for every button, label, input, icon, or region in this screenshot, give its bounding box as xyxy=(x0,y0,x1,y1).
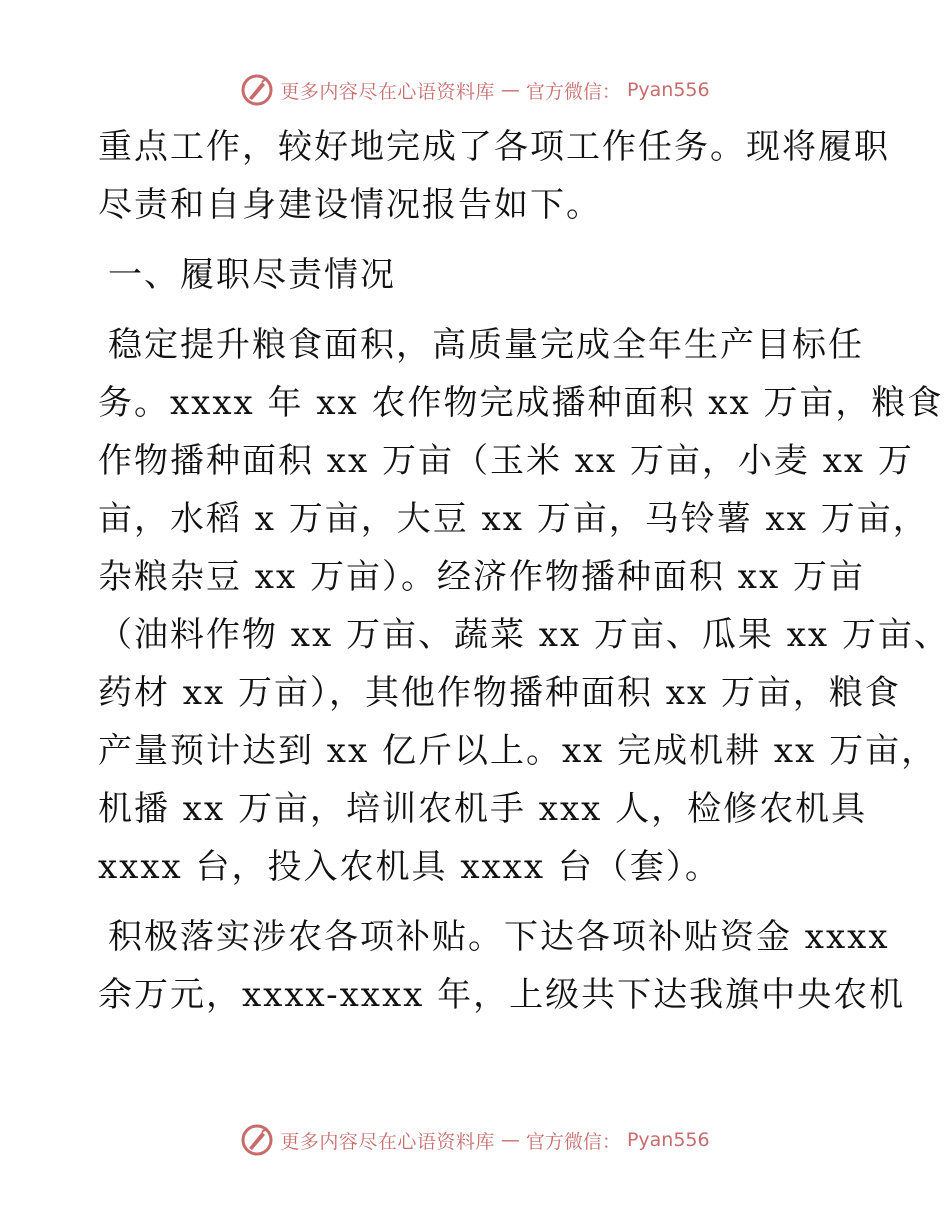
text-line: 尽责和自身建设情况报告如下。 xyxy=(98,185,602,225)
text-line: 杂粮杂豆 xx 万亩）。经济作物播种面积 xx 万亩 xyxy=(98,557,865,597)
footer-watermark xyxy=(0,1120,950,1160)
quill-pen-logo-icon xyxy=(240,73,274,107)
watermark-dash: — xyxy=(500,1129,520,1151)
text-line: 机播 xx 万亩，培训农机手 xxx 人，检修农机具 xyxy=(98,789,868,829)
watermark-sub-text: 官方微信： xyxy=(525,1130,621,1153)
document-body xyxy=(98,118,950,1024)
section-heading: 一、履职尽责情况 xyxy=(108,255,396,295)
text-line: 亩，水稻 x 万亩，大豆 xx 万亩，马铃薯 xx 万亩， xyxy=(98,499,929,539)
text-line: 产量预计达到 xx 亿斤以上。xx 完成机耕 xx 万亩， xyxy=(98,731,938,771)
text-line: 积极落实涉农各项补贴。下达各项补贴资金 xxxx xyxy=(108,917,890,957)
text-line: 务。xxxx 年 xx 农作物完成播种面积 xx 万亩，粮食 xyxy=(98,383,944,423)
watermark-sub-text: 官方微信： xyxy=(525,80,621,103)
watermark-account: Pyan556 xyxy=(626,79,710,101)
text-line: xxxx 台，投入农机具 xxxx 台（套）。 xyxy=(98,847,721,887)
text-line: 余万元，xxxx-xxxx 年，上级共下达我旗中央农机 xyxy=(98,975,906,1015)
watermark-dash: — xyxy=(500,79,520,101)
watermark-account: Pyan556 xyxy=(626,1129,710,1151)
watermark-main-text: 更多内容尽在心语资料库 xyxy=(280,80,495,103)
header-watermark xyxy=(0,70,950,110)
text-line: 稳定提升粮食面积，高质量完成全年生产目标任 xyxy=(108,325,864,365)
text-line: 药材 xx 万亩），其他作物播种面积 xx 万亩，粮食 xyxy=(98,673,901,713)
quill-pen-logo-icon xyxy=(240,1123,274,1157)
text-line: 作物播种面积 xx 万亩（玉米 xx 万亩，小麦 xx 万 xyxy=(98,441,914,481)
text-line: （油料作物 xx 万亩、蔬菜 xx 万亩、瓜果 xx 万亩、 xyxy=(98,615,950,655)
watermark-main-text: 更多内容尽在心语资料库 xyxy=(280,1130,495,1153)
text-line: 重点工作，较好地完成了各项工作任务。现将履职 xyxy=(98,127,890,167)
